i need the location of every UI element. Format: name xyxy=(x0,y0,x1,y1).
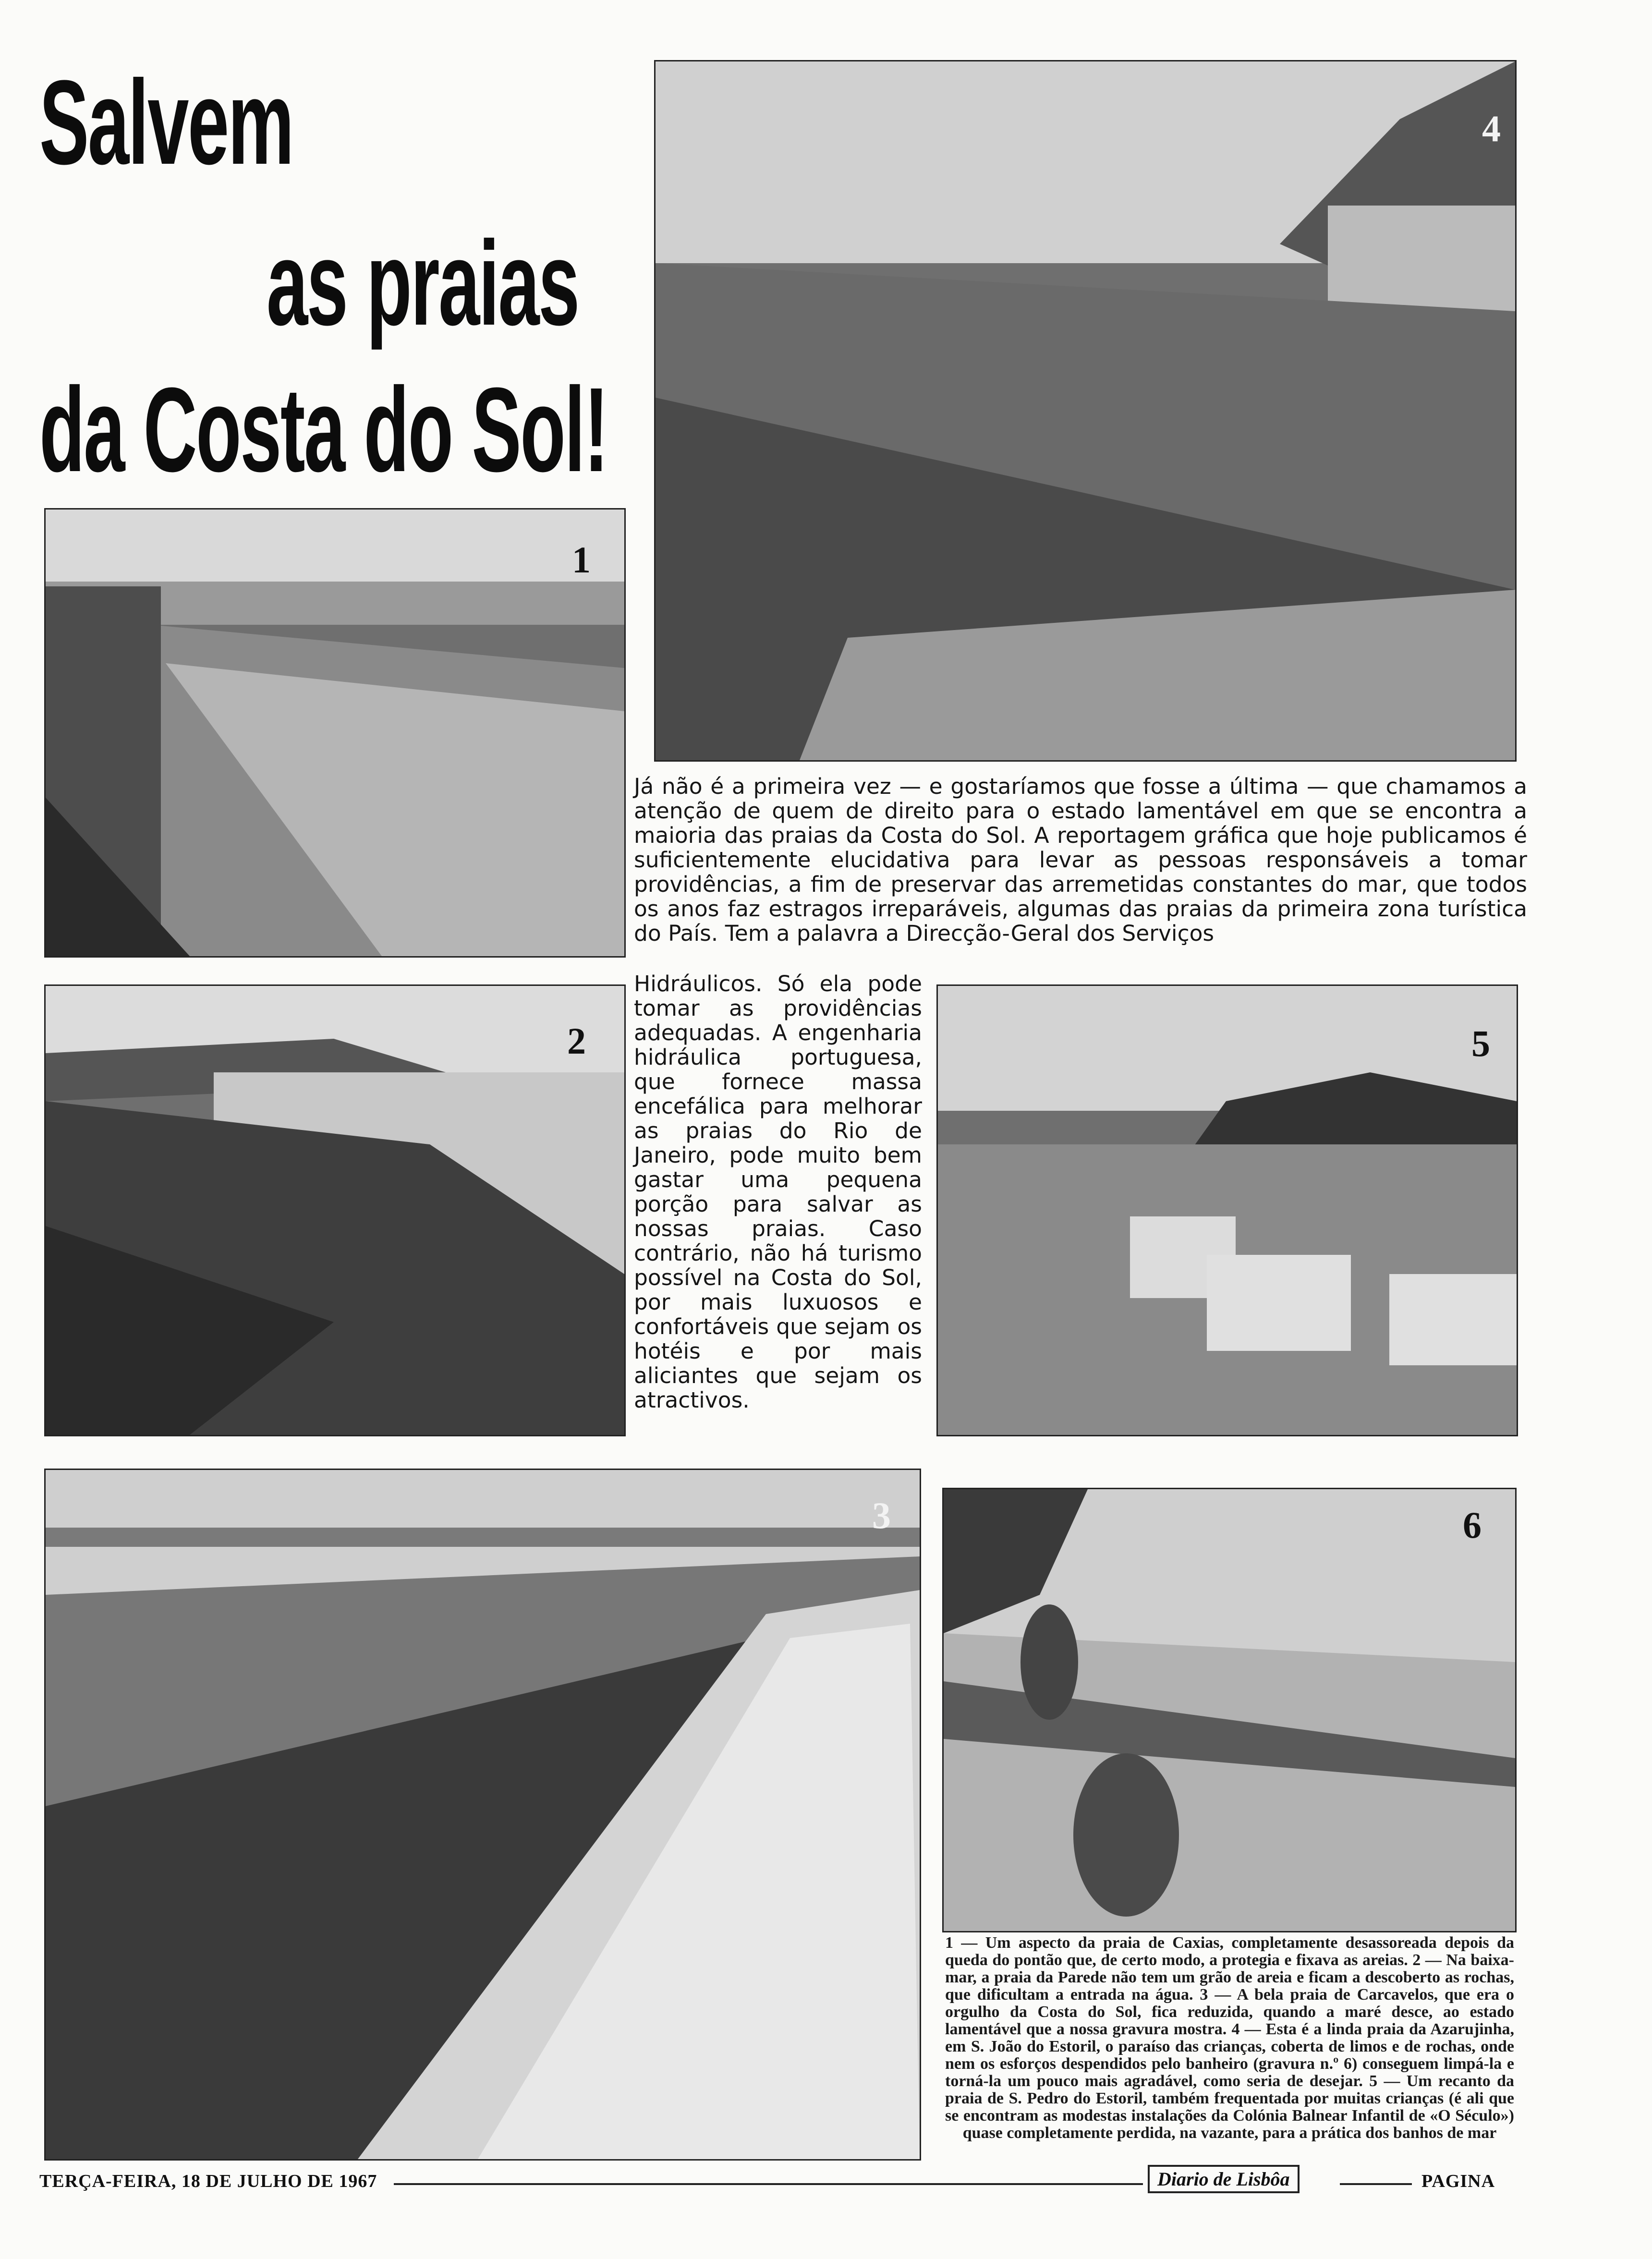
photo-captions: 1 — Um aspecto da praia de Caxias, completamente desassoreada depois da queda do pontão que, de certo modo, a protegia e fixava as areias. 2 — Na baixa-mar, a praia da Parede não tem um grão de areia e ficam a descoberto as rochas, que dificultam a entrada na água. 3 — A bela praia de Carcavelos, que era o orgulho da Costa do Sol, fica reduzida, quando a maré desce, ao estado lamentável que a nossa gravura mostra. 4 — Esta é a linda praia da Azarujinha, em S. João do Estoril, o paraíso das crianças, coberta de limos e de rochas, onde nem os esforços despendidos pelo banheiro (gravura n.º 6) conseguem limpá-la e torná-la um pouco mais agradável, como seria de desejar. 5 — Um recanto da praia de S. Pedro do Estoril, também frequentada por muitas crianças (é ali que se encontram as modestas instalações da Colónia Balnear Infantil de «O Século») quase completamente perdida, na vazante, para a prática dos banhos de mar xyxy=(945,1934,1514,2142)
photo-number-2: 2 xyxy=(567,1020,586,1062)
photo-2 xyxy=(44,984,626,1436)
photo-number-5: 5 xyxy=(1471,1022,1490,1064)
photo-number-3: 3 xyxy=(872,1494,891,1536)
footer-rule-right xyxy=(1340,2183,1412,2185)
photo-number-4: 4 xyxy=(1482,108,1501,149)
photo-number-6: 6 xyxy=(1463,1504,1482,1546)
headline-line-2: as praias xyxy=(267,216,579,350)
photo-3 xyxy=(44,1469,921,2161)
headline-line-3: da Costa do Sol! xyxy=(39,363,608,497)
newspaper-logo: Diario de Lisbôa xyxy=(1148,2165,1300,2193)
photo-number-1: 1 xyxy=(572,539,591,581)
headline-line-1: Salvem xyxy=(39,55,293,189)
footer-rule-left xyxy=(394,2183,1143,2185)
footer-page-label: PAGINA xyxy=(1421,2171,1495,2191)
photo-5 xyxy=(936,984,1518,1436)
photo-4 xyxy=(654,60,1517,762)
photo-1 xyxy=(44,508,626,958)
article-intro: Já não é a primeira vez — e gostaríamos que fosse a última — que chamamos a atenção de quem de direito para o estado lamentável em que se encontra a maioria das praias da Costa do Sol. A reportagem gráfica que hoje publicamos é suficientemente elucidativa para levar as pessoas responsáveis a tomar providências, a fim de preservar das arremetidas constantes do mar, que todos os anos faz estragos irreparáveis, algumas das praias da primeira zona turística do País. Tem a palavra a Direcção-Geral dos Serviços xyxy=(634,774,1527,946)
article-column: Hidráulicos. Só ela pode tomar as providências adequadas. A engenharia hidráulica portuguesa, que fornece massa encefálica para melhorar as praias do Rio de Janeiro, pode muito bem gastar uma pequena porção para salvar as nossas praias. Caso contrário, não há turismo possível na Costa do Sol, por mais luxuosos e confortáveis que sejam os hotéis e por mais aliciantes que sejam os atractivos. xyxy=(634,971,922,1413)
photo-6 xyxy=(942,1488,1517,1932)
footer-date: TERÇA-FEIRA, 18 DE JULHO DE 1967 xyxy=(39,2171,377,2191)
